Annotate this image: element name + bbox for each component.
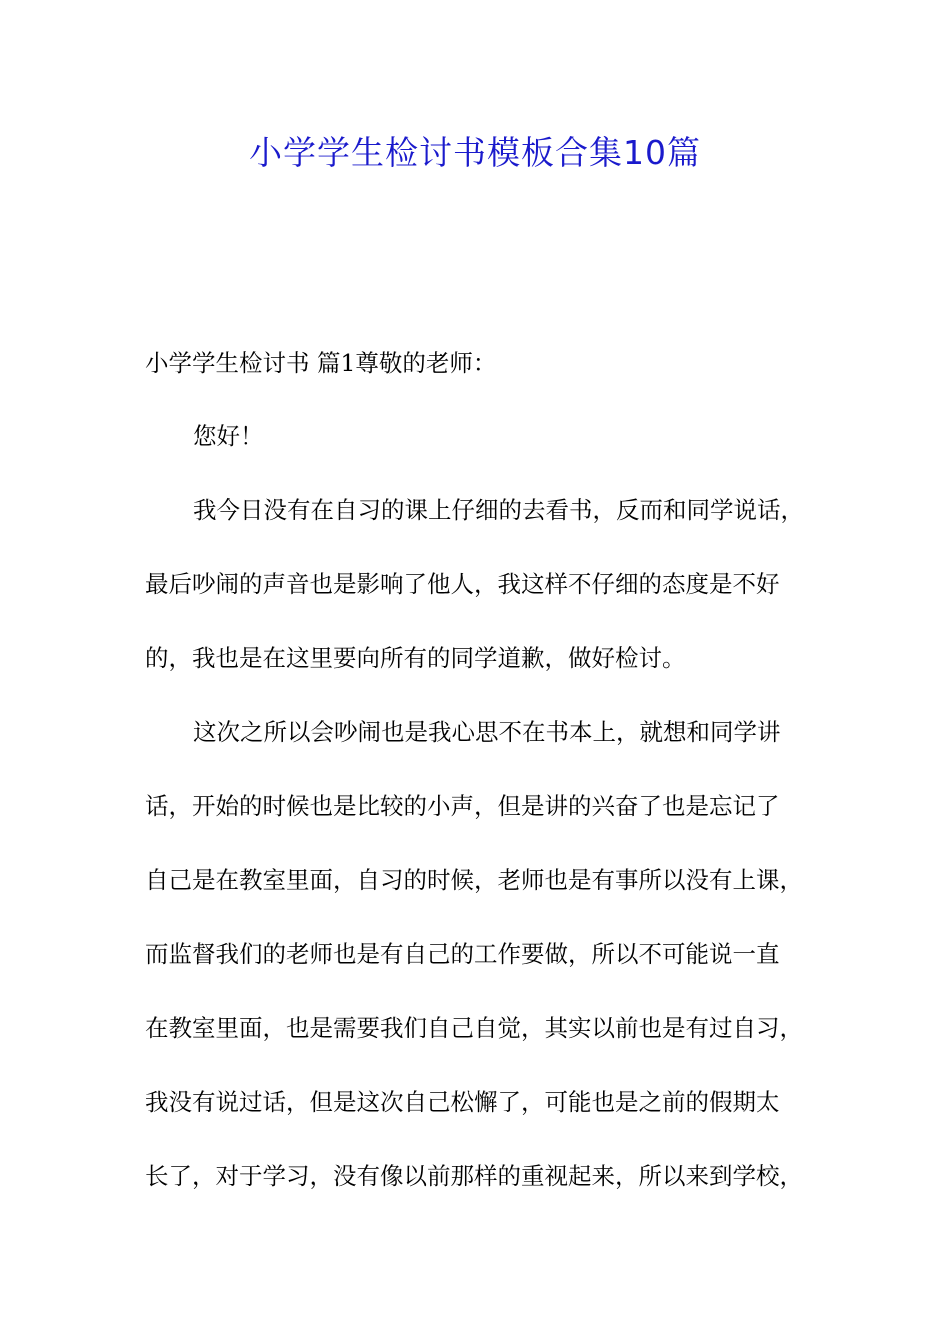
section-heading: 小学学生检讨书 篇1尊敬的老师：: [145, 349, 497, 377]
paragraph-line: 最后吵闹的声音也是影响了他人，我这样不仔细的态度是不好: [145, 570, 780, 598]
paragraph-line: 我没有说过话，但是这次自己松懈了，可能也是之前的假期太: [145, 1088, 780, 1116]
paragraph-line: 而监督我们的老师也是有自己的工作要做，所以不可能说一直: [145, 940, 780, 968]
paragraph-line: 的，我也是在这里要向所有的同学道歉，做好检讨。: [145, 644, 686, 672]
greeting: 您好！: [193, 422, 264, 450]
paragraph-line: 在教室里面，也是需要我们自己自觉，其实以前也是有过自习，: [145, 1014, 803, 1042]
paragraph-line: 我今日没有在自习的课上仔细的去看书，反而和同学说话，: [193, 496, 804, 524]
document-title: 小学学生检讨书模板合集10篇: [249, 133, 701, 172]
paragraph-line: 自己是在教室里面，自习的时候，老师也是有事所以没有上课，: [145, 866, 803, 894]
paragraph-line: 长了，对于学习，没有像以前那样的重视起来，所以来到学校，: [145, 1162, 803, 1190]
paragraph-line: 话，开始的时候也是比较的小声，但是讲的兴奋了也是忘记了: [145, 792, 780, 820]
paragraph-line: 这次之所以会吵闹也是我心思不在书本上，就想和同学讲: [193, 718, 781, 746]
